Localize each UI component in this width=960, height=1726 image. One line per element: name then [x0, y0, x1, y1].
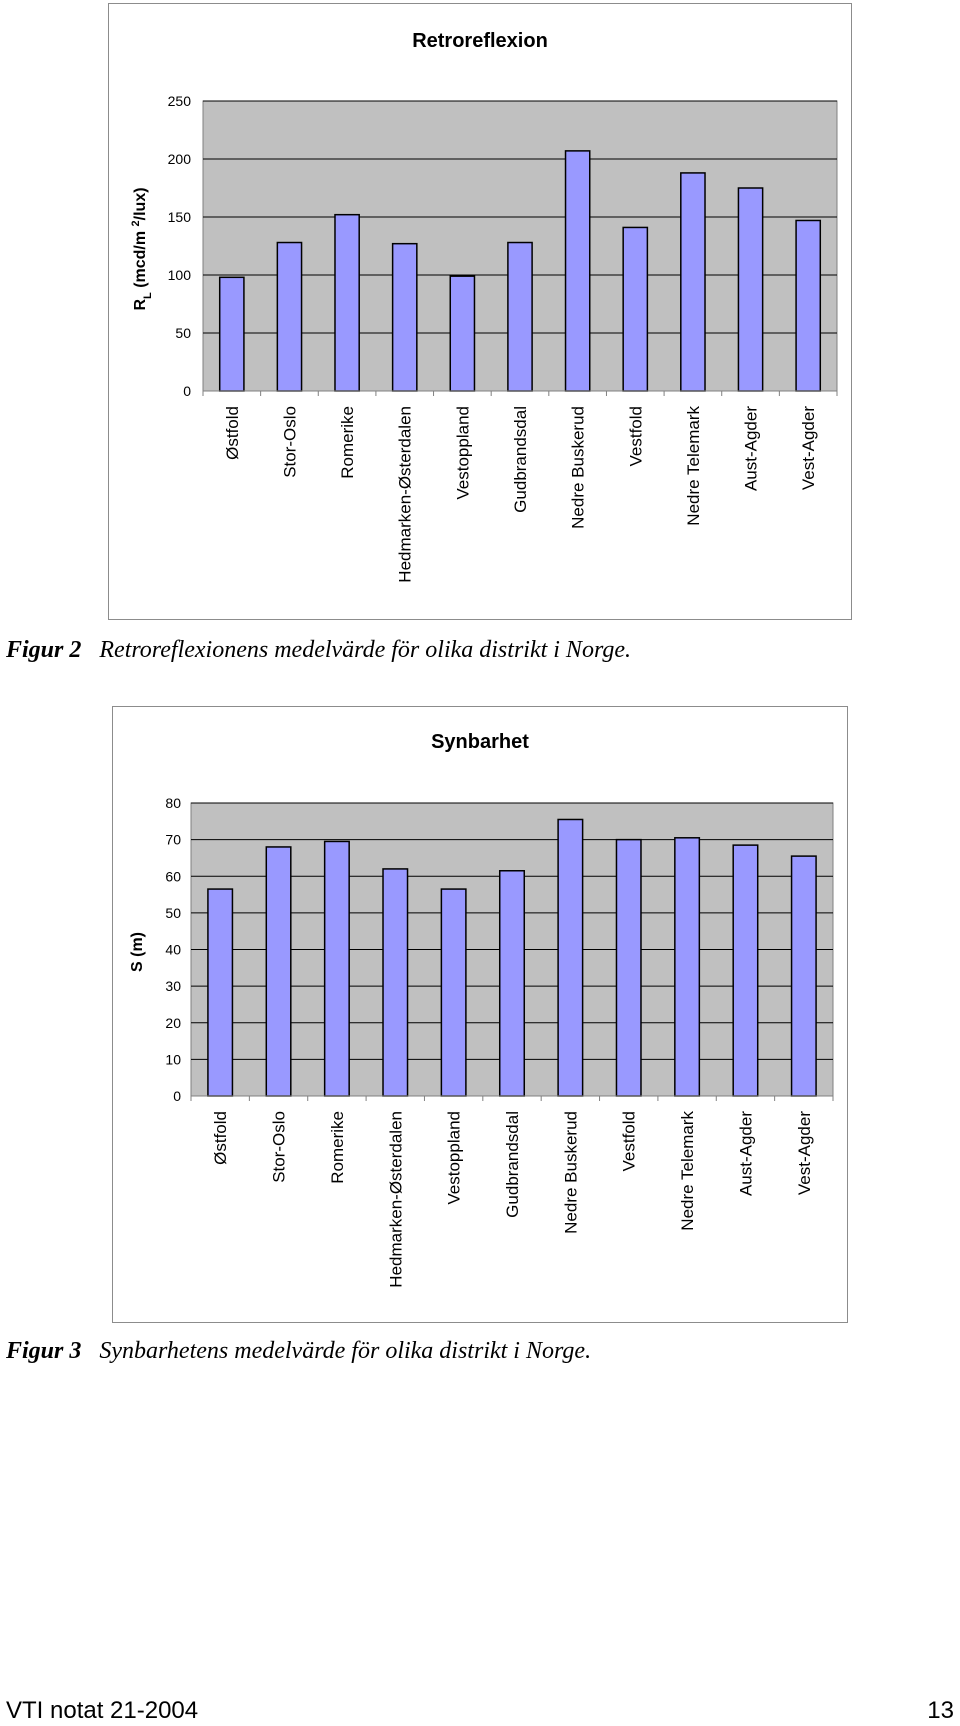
y-tick-label: 10 [165, 1051, 181, 1068]
bar-gudbrandsdal [508, 243, 532, 391]
retroreflexion-chart [108, 3, 852, 620]
x-category-label: Aust-Agder [741, 406, 761, 492]
chart-title: Synbarhet [431, 731, 529, 753]
bar-vestfold [616, 840, 641, 1096]
x-category-label: Nedre Buskerud [568, 406, 588, 529]
x-category-label: Hedmarken-Østerdalen [395, 406, 415, 583]
y-axis-label [130, 187, 154, 310]
bar-vest-agder [792, 856, 817, 1096]
x-category-label: Hedmarken-Østerdalen [386, 1111, 406, 1288]
bar-aust-agder [738, 188, 762, 391]
bar-gudbrandsdal [500, 871, 525, 1096]
x-category-label: Vestfold [626, 406, 646, 467]
figure-2-label: Figur 2 [6, 637, 82, 663]
y-axis-label: S (m) [129, 932, 146, 972]
bar-romerike [325, 841, 350, 1096]
y-tick-label: 30 [165, 978, 181, 995]
y-tick-label: 150 [167, 209, 191, 225]
bar-vestoppland [450, 276, 474, 391]
y-tick-label: 50 [175, 325, 191, 341]
bar-hedmarken-sterdalen [383, 869, 408, 1096]
bar-nedre-telemark [681, 173, 705, 391]
y-tick-label: 0 [173, 1088, 181, 1104]
x-category-label: Aust-Agder [736, 1111, 756, 1197]
bar-nedre-telemark [675, 838, 700, 1096]
x-category-label: Romerike [327, 1111, 347, 1184]
x-category-label: Gudbrandsdal [511, 406, 530, 513]
bar-vestfold [623, 227, 647, 391]
y-tick-label: 60 [165, 868, 181, 885]
bar-vestoppland [441, 889, 466, 1096]
bar-vest-agder [796, 220, 820, 391]
x-category-label: Romerike [338, 406, 358, 479]
retroreflexion-chart-svg [109, 4, 851, 619]
y-tick-label: 200 [167, 151, 191, 167]
x-category-label: Vestoppland [453, 406, 473, 500]
chart-title: Retroreflexion [412, 30, 548, 52]
x-category-label: Østfold [222, 406, 242, 460]
x-category-label: Vest-Agder [794, 1111, 814, 1196]
bar-stor-oslo [277, 243, 301, 391]
bar--stfold [220, 277, 244, 391]
x-category-label: Vest-Agder [799, 406, 819, 491]
figure-2-text: Retroreflexionens medelvärde för olika distrikt i Norge. [99, 637, 632, 663]
synbarhet-chart-svg [113, 707, 847, 1322]
y-tick-label: 100 [167, 267, 191, 283]
x-category-label: Gudbrandsdal [503, 1111, 522, 1218]
x-category-label: Nedre Telemark [683, 406, 703, 526]
y-tick-label: 0 [183, 383, 191, 399]
figure-3-label: Figur 3 [6, 1338, 82, 1364]
bar-stor-oslo [266, 847, 291, 1096]
bar-romerike [335, 215, 359, 391]
synbarhet-chart [112, 706, 848, 1323]
bar-nedre-buskerud [566, 151, 590, 391]
x-category-label: Nedre Buskerud [561, 1111, 581, 1234]
x-category-label: Østfold [211, 1111, 231, 1165]
y-axis-label-part: R [132, 298, 149, 311]
y-axis-label-part: (mcd/m [132, 226, 149, 293]
figure-3-text: Synbarhetens medelvärde för olika distrikt i Norge. [99, 1338, 592, 1364]
y-tick-label: 20 [165, 1014, 181, 1031]
y-axis-label-part: 2 [130, 220, 142, 227]
footer-page-number: 13 [927, 1697, 954, 1724]
figure-3-caption [6, 1338, 591, 1365]
x-category-label: Stor-Oslo [269, 1111, 289, 1183]
bar-nedre-buskerud [558, 819, 583, 1096]
y-tick-label: 250 [167, 93, 191, 109]
x-category-label: Nedre Telemark [678, 1111, 698, 1231]
y-axis-label-part: L [142, 292, 154, 299]
figure-2-caption [6, 637, 631, 664]
y-tick-label: 80 [165, 795, 181, 811]
x-category-label: Vestfold [619, 1111, 639, 1172]
y-tick-label: 40 [165, 941, 181, 958]
bar--stfold [208, 889, 233, 1096]
y-axis-label-part: /lux) [132, 187, 149, 221]
x-category-label: Stor-Oslo [280, 406, 300, 478]
y-tick-label: 50 [165, 904, 181, 921]
footer-left: VTI notat 21-2004 [6, 1697, 199, 1724]
x-category-label: Vestoppland [444, 1111, 464, 1205]
y-tick-label: 70 [165, 831, 181, 848]
bar-hedmarken-sterdalen [393, 244, 417, 391]
bar-aust-agder [733, 845, 758, 1096]
